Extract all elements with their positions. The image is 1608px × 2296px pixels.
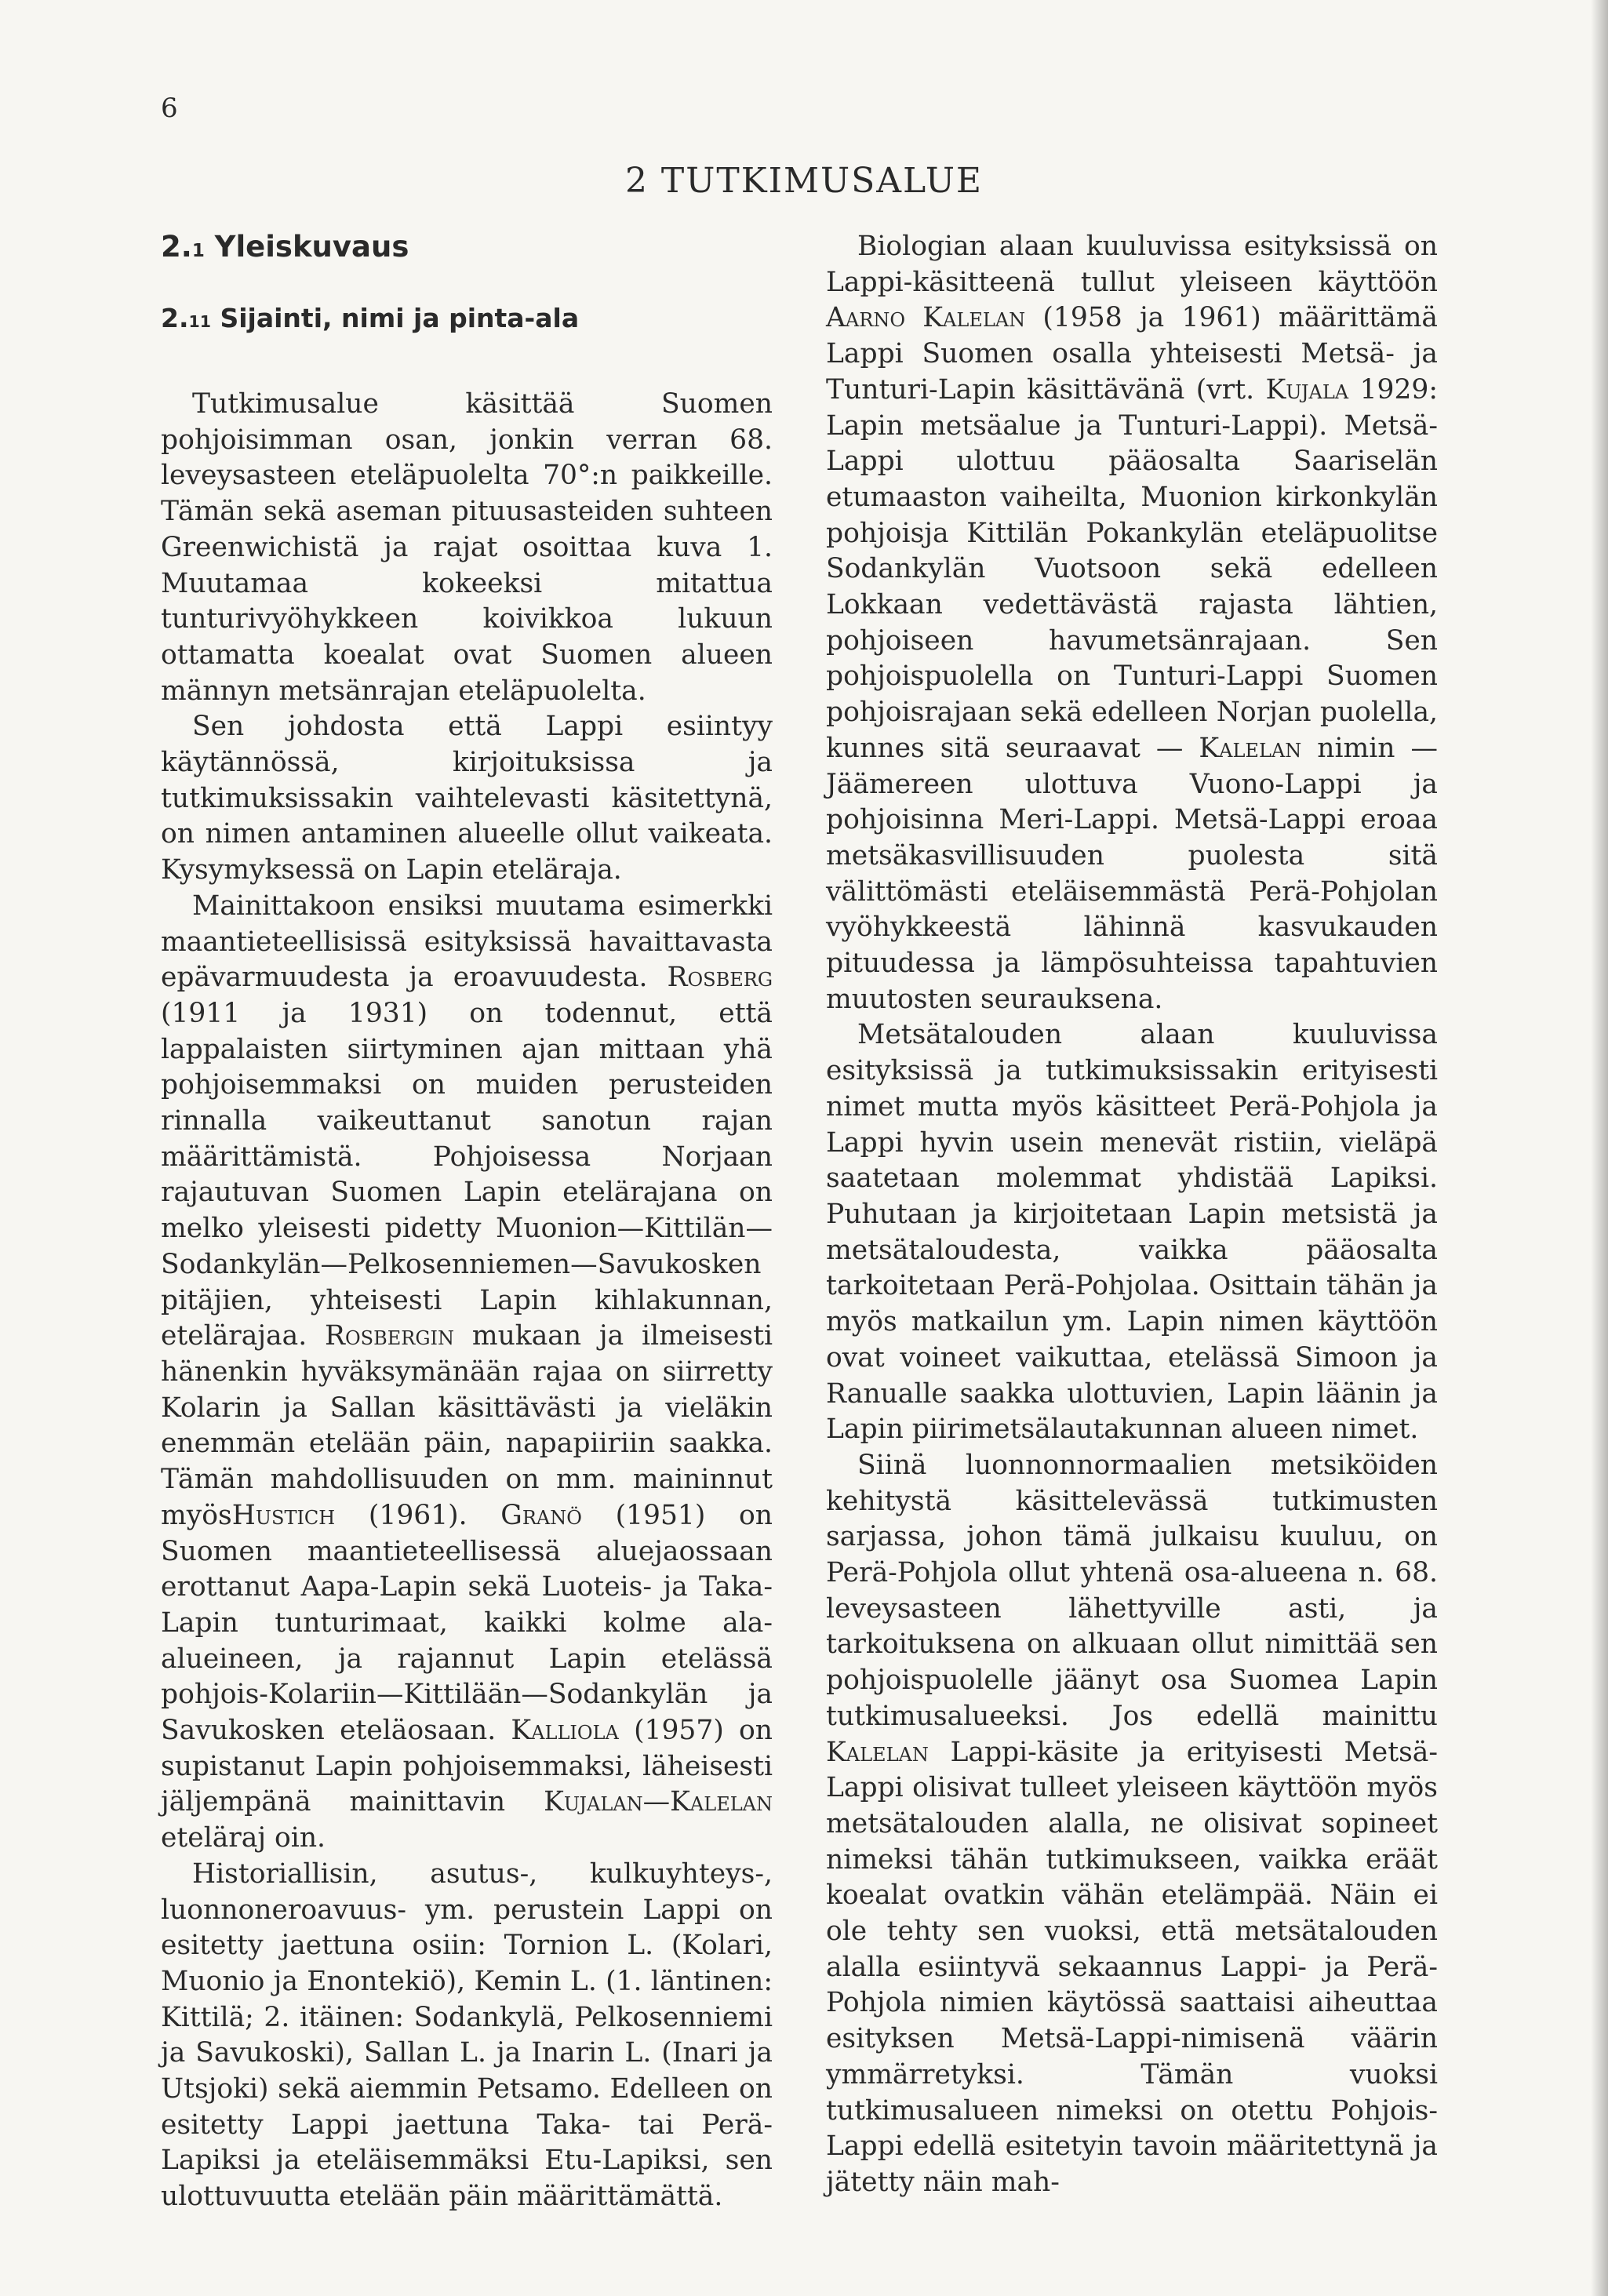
author-name: Granö — [500, 1499, 582, 1531]
paragraph: Siinä luonnonnormaalien metsiköiden kehitystä käsittelevässä tutkimusten sarjassa, johon tämä julkaisu kuuluu, on Perä-Pohjola ollut yhtenä osa-alueena n. 68. leveysasteen lähettyville asti, ja tarkoituksena on alkuaan ollut nimittää sen pohjoispuolelle jäänyt osa Suomea Lapin tutkimusalueeksi. Jos edellä mainittu Kalelan Lappi-käsite ja erityisesti Metsä-Lappi olisivat tulleet yleiseen käyttöön myös metsätalouden alalla, ne olisivat sopineet nimeksi tähän tutkimukseen, vaikka eräät koealat ovatkin vähän etelämpää. Näin ei ole tehty sen vuoksi, että metsätalouden alalla esiintyvä sekaannus Lappi- ja Perä-Pohjola nimien käytössä saattaisi aiheuttaa esityksen Metsä-Lappi-nimisenä väärin ymmärretyksi. Tämän vuoksi tutkimusalueen nimeksi on otettu Pohjois-Lappi edellä esitetyin tavoin määritettynä ja jätetty näin mah- — [826, 1449, 1439, 2198]
chapter-title: 2 TUTKIMUSALUE — [624, 161, 984, 201]
author-name: Kujala — [1265, 373, 1349, 406]
paragraph: Tutkimusalue käsittää Suomen pohjoisimman osan, jonkin verran 68. leveysasteen eteläpuolelta 70°:n paikkeille. Tämän sekä aseman pituusasteiden suhteen Greenwichistä ja rajat osoittaa kuva 1. Muutamaa kokeeksi mitattua tunturivyöhykkeen koivikkoa lukuun ottamatta koealat ovat Suomen alueen männyn metsänrajan eteläpuolelta. — [161, 388, 773, 707]
subsection-heading: 2.11 Sijainti, nimi ja pinta-ala — [161, 303, 580, 333]
page-number: 6 — [161, 93, 178, 124]
author-name: Kujalan—Kalelan — [544, 1786, 773, 1818]
paragraph: Metsätalouden alaan kuuluvissa esityksissä ja tutkimuksissakin erityisesti nimet mutta myös käsitteet Perä-Pohjola ja Lappi hyvin usein menevät ristiin, vieläpä saatetaan molemmat yhdistää Lapiksi. Puhutaan ja kirjoitetaan Lapin metsistä ja metsätaloudesta, vaikka pääosalta tarkoitetaan Perä-Pohjolaa. Osittain tähän ja myös matkailun ym. Lapin nimen käyttöön ovat voineet vaikuttaa, etelässä Simoon ja Ranualle saakka ulottuvien, Lapin läänin ja Lapin piirimetsälautakunnan alueen nimet. — [826, 1019, 1438, 1446]
paragraph: Biologian alaan kuuluvissa esityksissä on Lappi-käsitteenä tullut yleiseen käyttöön Aarno Kalelan (1958 ja 1961) määrittämä Lappi Suomen osalla yhteisesti Metsä- ja Tunturi-Lapin käsittävänä (vrt. Kujala 1929: Lapin metsäalue ja Tunturi-Lappi). Metsä-Lappi ulottuu pääosalta Saariselän etumaaston vaiheilta, Muonion kirkonkylän pohjoisja Kittilän Pokankylän eteläpuolitse Sodankylän Vuotsoon sekä edelleen Lokkaan vedettävästä rajasta lähtien, pohjoiseen havumetsänrajaan. Sen pohjoispuolella on Tunturi-Lappi Suomen pohjoisrajaan sekä edelleen Norjan puolella, kunnes sitä seuraavat — Kalelan nimin — Jäämereen ulottuva Vuono-Lappi ja pohjoisinna Meri-Lappi. Metsä-Lappi eroaa metsäkasvillisuuden puolesta sitä välittömästi eteläisemmästä Perä-Pohjolan vyöhykkeestä lähinnä kasvukauden pituudessa ja lämpösuhteissa tapahtuvien muutosten seurauksena. — [826, 231, 1438, 1015]
author-name: Kalelan — [826, 1736, 929, 1768]
paragraph: Sen johdosta että Lappi esiintyy käytännössä, kirjoituksissa ja tutkimuksissakin vaihtelevasti käsitettynä, on nimen antaminen alueelle ollut vaikeata. Kysymyksessä on Lapin eteläraja. — [161, 711, 773, 886]
right-column — [826, 229, 1438, 2201]
page-edge-shadow — [1591, 0, 1608, 2296]
paragraph: Mainittakoon ensiksi muutama esimerkki maantieteellisissä esityksissä havaittavasta epävarmuudesta ja eroavuudesta. Rosberg (1911 ja 1931) on todennut, että lappalaisten siirtyminen ajan mittaan yhä pohjoisemmaksi on muiden perusteiden rinnalla vaikeuttanut sanotun rajan määrittämistä. Pohjoisessa Norjaan rajautuvan Suomen Lapin etelärajana on melko yleisesti pidetty Muonion—Kittilän—Sodankylän—Pelkosenniemen—Savukosken pitäjien, yhteisesti Lapin kihlakunnan, etelärajaa. Rosbergin mukaan ja ilmeisesti hänenkin hyväksymänään rajaa on siirretty Kolarin ja Sallan käsittävästi ja vieläkin enemmän etelään päin, napapiiriin saakka. Tämän mahdollisuuden on mm. maininnut myösHustich (1961). Granö (1951) on Suomen maantieteellisessä aluejaossaan erottanut Aapa-Lapin sekä Luoteis- ja Taka-Lapin tunturimaat, kaikki kolme ala-alueineen, ja rajannut Lapin etelässä pohjois-Kolariin—Kittilään—Sodankylän ja Savukosken eteläosaan. Kalliola (1957) on supistanut Lapin pohjoisemmaksi, läheisesti jäljempänä mainittavin Kujalan—Kalelan eteläraj oin. — [161, 890, 773, 1854]
author-name: Kalliola — [511, 1715, 619, 1747]
section-heading: 2.1 Yleiskuvaus — [161, 230, 409, 264]
author-name: Kalelan — [1199, 732, 1302, 764]
author-name: Hustich — [231, 1499, 336, 1531]
author-name: Aarno Kalelan — [826, 302, 1026, 334]
author-name: Rosberg — [667, 962, 773, 994]
left-column — [161, 229, 773, 2215]
author-name: Rosbergin — [325, 1320, 455, 1352]
paragraph: Historiallisin, asutus-, kulkuyhteys-, luonnoneroavuus- ym. perustein Lappi on esitetty jaettuna osiin: Tornion L. (Kolari, Muonio ja Enontekiö), Kemin L. (1. läntinen: Kittilä; 2. itäinen: Sodankylä, Pelkosenniemi ja Savukoski), Sallan L. ja Inarin L. (Inari ja Utsjoki) sekä aiemmin Petsamo. Edelleen on esitetty Lappi jaettuna Taka- tai Perä-Lapiksi ja eteläisemmäksi Etu-Lapiksi, sen ulottuvuutta etelään päin määrittämättä. — [161, 1858, 773, 2213]
